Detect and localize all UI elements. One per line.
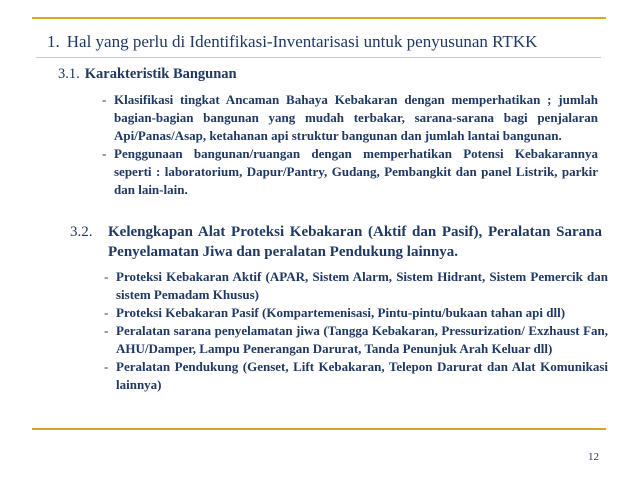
section-heading-3-2 (70, 222, 602, 262)
top-gold-rule (32, 17, 606, 19)
section-heading-3-1 (58, 66, 237, 83)
list-item-text: Penggunaan bangunan/ruangan dengan memperhatikan Potensi Kebakarannya seperti : laboratorium, Dapur/Pantry, Gudang, Pembangkit dan panel Listrik, parkir dan lain-lain. (114, 146, 598, 197)
list-item (98, 91, 598, 145)
section-heading-text: Karakteristik Bangunan (84, 66, 237, 82)
slide-title (47, 32, 607, 52)
bullet-dash: - (104, 359, 109, 374)
list-item-text: Peralatan sarana penyelamatan jiwa (Tangga Kebakaran, Pressurization/ Exzhaust Fan, AHU/Damper, Lampu Penerangan Darurat, Tanda Penunjuk Arah Keluar dll) (116, 323, 608, 356)
bullet-dash: - (102, 146, 107, 161)
list-item (98, 145, 598, 199)
list-item (100, 304, 608, 322)
bullet-dash: - (104, 323, 109, 338)
section-3-2-list (100, 268, 608, 394)
list-item (100, 322, 608, 358)
bullet-dash: - (104, 305, 109, 320)
list-item-text: Peralatan Pendukung (Genset, Lift Kebakaran, Telepon Darurat dan Alat Komunikasi lainnya) (116, 359, 608, 392)
section-heading-text: Kelengkapan Alat Proteksi Kebakaran (Aktif dan Pasif), Peralatan Sarana Penyelamatan Jiwa dan peralatan Pendukung lainnya. (108, 224, 602, 260)
list-item (100, 268, 608, 304)
section-number: 3.1. (58, 66, 80, 82)
list-item-text: Proteksi Kebakaran Aktif (APAR, Sistem Alarm, Sistem Hidrant, Sistem Pemercik dan sistem Pemadam Khusus) (116, 269, 608, 302)
list-item-text: Proteksi Kebakaran Pasif (Kompartemenisasi, Pintu-pintu/bukaan tahan api dll) (116, 305, 566, 320)
page-number: 12 (588, 451, 599, 463)
section-3-1-list (98, 91, 598, 199)
title-number: 1. (47, 32, 60, 51)
list-item (100, 358, 608, 394)
list-item-text: Klasifikasi tingkat Ancaman Bahaya Kebakaran dengan memperhatikan ; jumlah bagian-bagian bangunan yang mudah terbakar, sarana-sarana bagi penjalaran Api/Panas/Asap, ketahanan api struktur bangunan dan jumlah lantai bangunan. (114, 92, 598, 143)
bullet-dash: - (104, 269, 109, 284)
bullet-dash: - (102, 92, 107, 107)
bottom-gold-rule (32, 428, 606, 430)
title-underline (36, 57, 601, 58)
title-text: Hal yang perlu di Identifikasi-Inventarisasi untuk penyusunan RTKK (66, 32, 538, 51)
section-number: 3.2. (70, 224, 93, 240)
